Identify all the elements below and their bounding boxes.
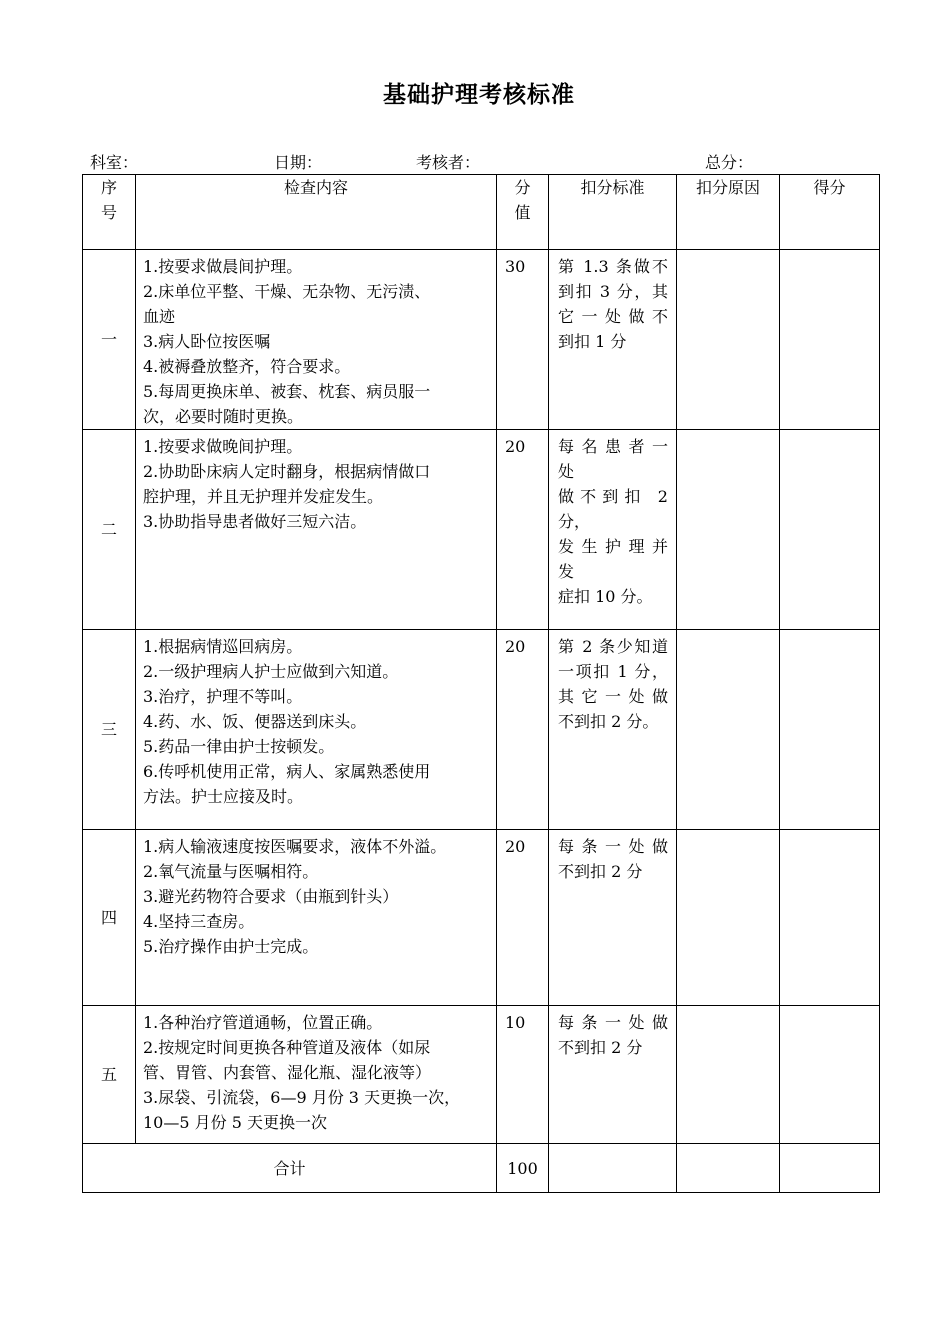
deduct-reason-cell[interactable] (677, 630, 780, 830)
got-score-cell[interactable] (780, 430, 880, 630)
got-score-cell[interactable] (780, 830, 880, 1006)
check-content: 1.按要求做晨间护理。 2.床单位平整、干燥、无杂物、无污渍、 血迹 3.病人卧位按医嘱 4.被褥叠放整齐，符合要求。 5.每周更换床单、被套、枕套、病员服一 次，必要时随时更换。 (136, 250, 497, 430)
total-score: 100 (497, 1144, 549, 1193)
deduct-reason-cell[interactable] (677, 1006, 780, 1144)
table-row (83, 830, 880, 1006)
date-label: 日期： (274, 153, 323, 172)
check-content: 1.病人输液速度按医嘱要求，液体不外溢。 2.氧气流量与医嘱相符。 3.避光药物符合要求（由瓶到针头） 4.坚持三查房。 5.治疗操作由护士完成。 (136, 830, 497, 1006)
total-label: 合计 (83, 1144, 497, 1193)
department-label: 科室： (90, 153, 139, 172)
row-number: 一 (83, 250, 136, 430)
row-score: 10 (497, 1006, 549, 1144)
header-deduct-rule: 扣分标准 (549, 175, 677, 250)
header-deduct-reason: 扣分原因 (677, 175, 780, 250)
deduct-reason-cell[interactable] (677, 430, 780, 630)
row-score: 20 (497, 630, 549, 830)
table-row (83, 630, 880, 830)
deduct-rule: 每名患者一 处 做不到扣 2 分， 发生护理并 发 症扣 10 分。 (549, 430, 677, 630)
total-deduct-reason-cell[interactable] (677, 1144, 780, 1193)
row-score: 20 (497, 430, 549, 630)
row-number: 三 (83, 630, 136, 830)
row-number: 四 (83, 830, 136, 1006)
got-score-cell[interactable] (780, 250, 880, 430)
check-content: 1.按要求做晚间护理。 2.协助卧床病人定时翻身，根据病情做口 腔护理，并且无护理并发症发生。 3.协助指导患者做好三短六洁。 (136, 430, 497, 630)
header-row (83, 175, 880, 250)
header-score: 分 值 (497, 175, 549, 250)
check-content: 1.根据病情巡回病房。 2.一级护理病人护士应做到六知道。 3.治疗，护理不等叫。 4.药、水、饭、便器送到床头。 5.药品一律由护士按顿发。 6.传呼机使用正常，病人、家属熟悉使用 方法。护士应接及时。 (136, 630, 497, 830)
row-score: 20 (497, 830, 549, 1006)
deduct-reason-cell[interactable] (677, 250, 780, 430)
deduct-reason-cell[interactable] (677, 830, 780, 1006)
total-row (83, 1144, 880, 1193)
deduct-rule: 第 1.3 条做不 到扣 3 分，其 它一处做不 到扣 1 分 (549, 250, 677, 430)
page-title: 基础护理考核标准 (383, 81, 575, 108)
examiner-label: 考核者： (416, 153, 481, 172)
row-number: 二 (83, 430, 136, 630)
got-score-cell[interactable] (780, 1006, 880, 1144)
check-content: 1.各种治疗管道通畅，位置正确。 2.按规定时间更换各种管道及液体（如尿 管、胃管、内套管、湿化瓶、湿化液等） 3.尿袋、引流袋，6—9 月份 3 天更换一次， 10—5 月份 5 天更换一次 (136, 1006, 497, 1144)
header-no: 序 号 (83, 175, 136, 250)
row-number: 五 (83, 1006, 136, 1144)
table-row (83, 1006, 880, 1144)
deduct-rule: 每条一处做 不到扣 2 分 (549, 1006, 677, 1144)
assessment-table (82, 174, 880, 1193)
total-deduct-rule-cell (549, 1144, 677, 1193)
got-score-cell[interactable] (780, 630, 880, 830)
header-got: 得分 (780, 175, 880, 250)
total-got-score-cell[interactable] (780, 1144, 880, 1193)
table-row (83, 250, 880, 430)
row-score: 30 (497, 250, 549, 430)
total-score-label: 总分： (705, 153, 754, 172)
deduct-rule: 第 2 条少知道 一项扣 1 分， 其它一处做 不到扣 2 分。 (549, 630, 677, 830)
header-content: 检查内容 (136, 175, 497, 250)
table-row (83, 430, 880, 630)
deduct-rule: 每条一处做 不到扣 2 分 (549, 830, 677, 1006)
